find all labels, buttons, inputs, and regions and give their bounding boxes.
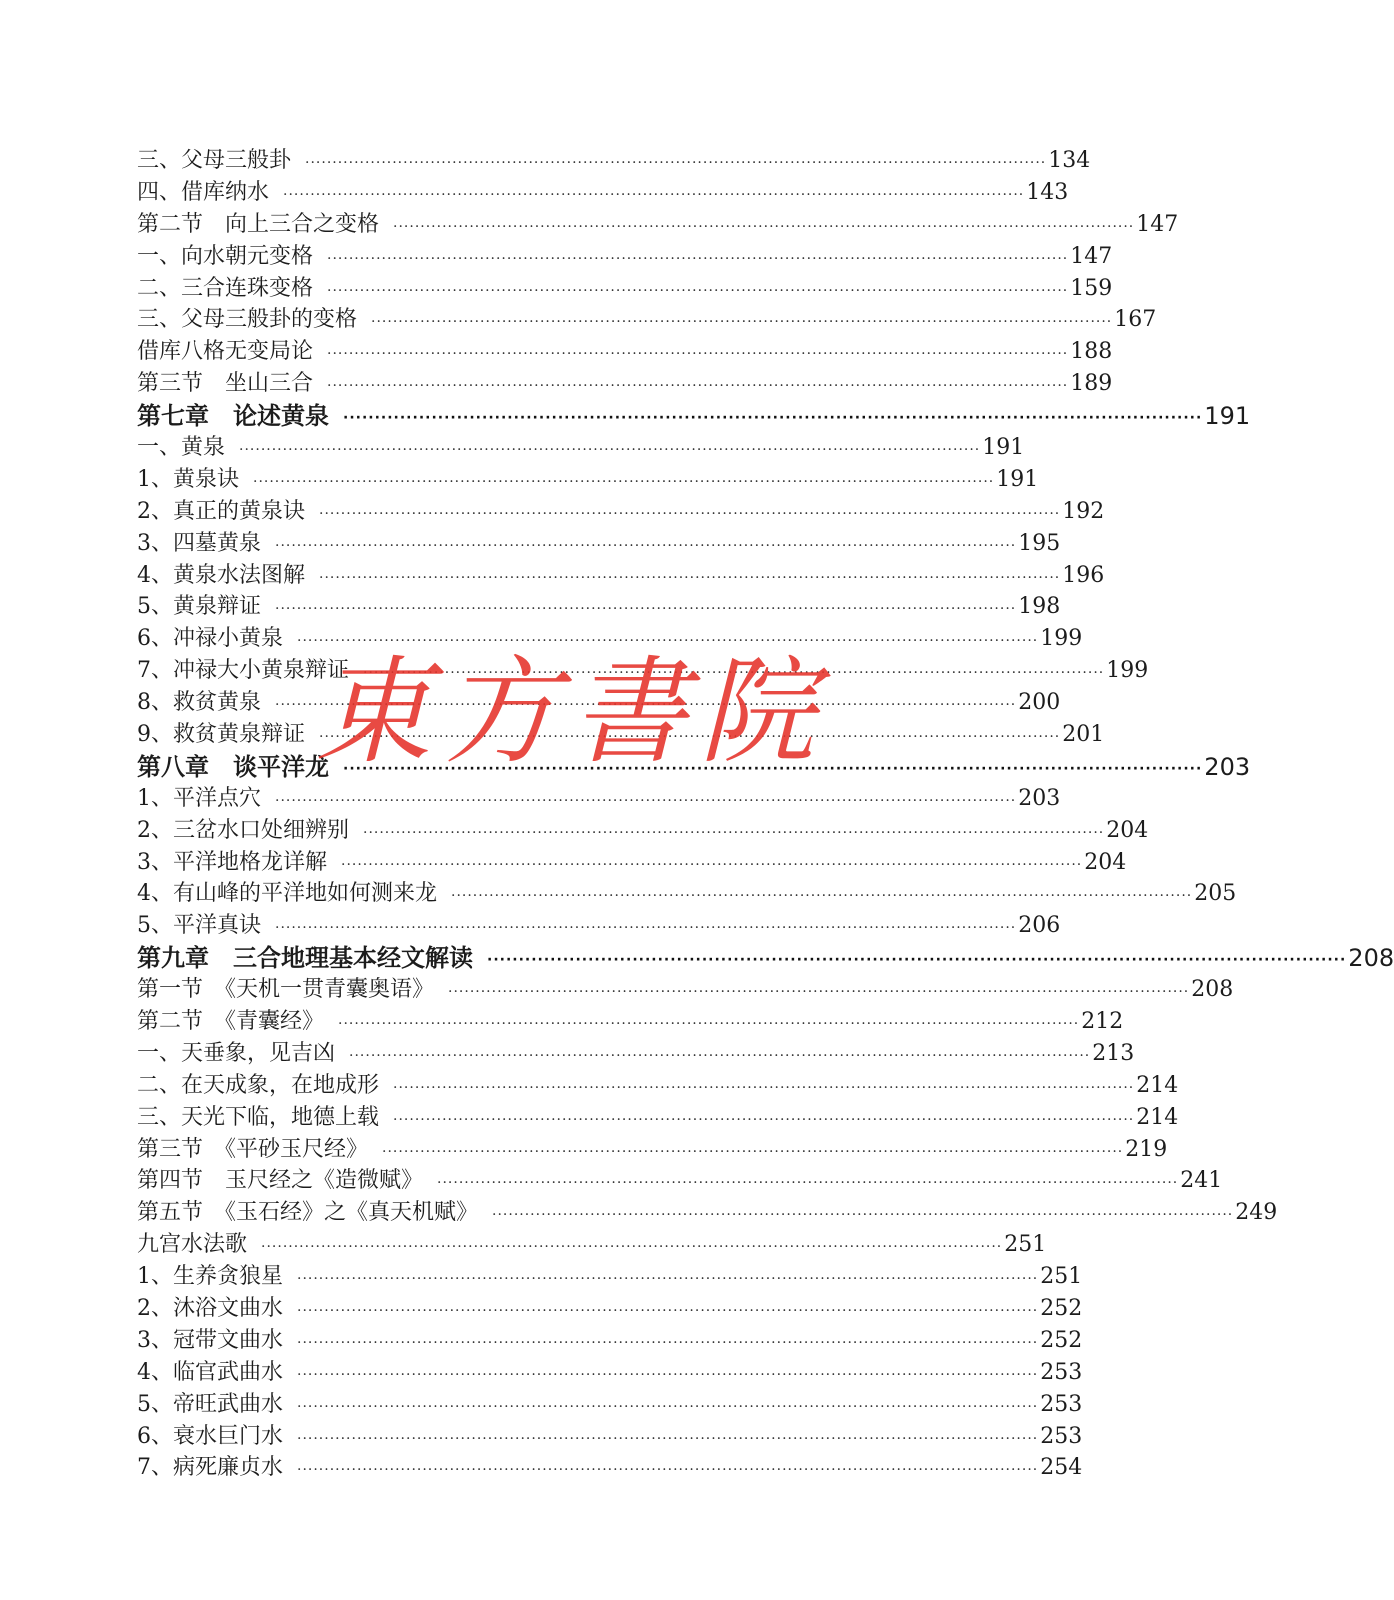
toc-page-number: 147 [1136,211,1179,237]
toc-row [137,145,1091,177]
toc-page-number: 214 [1136,1072,1179,1098]
toc-chapter-row [137,751,1251,783]
toc-entry-title: 1、平洋点穴 [137,785,261,811]
toc-row [137,177,1069,209]
dot-leader: ········································································································································ [261,1239,1003,1256]
toc-entry-title: 8、救贫黄泉 [137,690,261,716]
dot-leader: ········································································································································ [319,505,1061,522]
dot-leader: ········································································································································ [327,346,1069,363]
toc-entry-title: 4、黄泉水法图解 [137,562,305,588]
toc-entry-title: 第三节 《平砂玉尺经》 [137,1136,369,1162]
dot-leader: ········································································································································ [275,601,1017,618]
toc-entry-title: 1、黄泉诀 [137,466,239,492]
dot-leader: ········································································································································ [371,314,1113,331]
toc-row [137,1325,1083,1357]
dot-leader: ········································································································································ [492,1207,1234,1224]
toc-entry-title: 1、生养贪狼星 [137,1264,283,1290]
toc-page-number: 196 [1062,562,1105,588]
toc-entry-title: 6、衰水巨门水 [137,1423,283,1449]
dot-leader: ········································································································································ [363,824,1105,841]
toc-page-number: 195 [1018,530,1061,556]
toc-page-number: 219 [1125,1136,1168,1162]
toc-entry-title: 6、冲禄小黄泉 [137,626,283,652]
toc-page-number: 214 [1136,1104,1179,1130]
toc-entry-title: 7、冲禄大小黄泉辩证 [137,658,349,684]
dot-leader: ········································································································································ [253,473,995,490]
toc-page-number: 191 [996,466,1039,492]
toc-row [137,1038,1135,1070]
toc-entry-title: 4、有山峰的平洋地如何测来龙 [137,881,437,907]
toc-entry-title: 九宫水法歌 [137,1232,248,1258]
toc-page-number: 147 [1070,243,1113,269]
toc-entry-title: 2、真正的黄泉诀 [137,498,305,524]
toc-entry-title: 5、帝旺武曲水 [137,1391,283,1417]
dot-leader: ········································································································································ [363,665,1105,682]
toc-row [137,815,1149,847]
stamp-char: 方 [443,644,559,780]
dot-leader: ········································································································································ [319,569,1061,586]
toc-page-number: 191 [982,434,1025,460]
toc-entry-title: 三、父母三般卦的变格 [137,307,358,333]
toc-page-number: 208 [1348,944,1394,973]
toc-page-number: 134 [1048,147,1091,173]
dot-leader: ········································································································································ [393,1079,1135,1096]
toc-row [137,1006,1124,1038]
toc-page-number: 254 [1040,1455,1083,1481]
toc-row [137,878,1237,910]
toc-entry-title: 5、黄泉辩证 [137,594,261,620]
toc-entry-title: 四、借库纳水 [137,179,270,205]
toc-row [137,1421,1083,1453]
dot-leader: ········································································································································ [297,633,1039,650]
toc-row [137,847,1127,879]
toc-row [137,974,1234,1006]
toc-row [137,1229,1047,1261]
dot-leader: ········································································································································ [297,1462,1039,1479]
toc-entry-title: 3、平洋地格龙详解 [137,849,327,875]
toc-page-number: 251 [1040,1264,1083,1290]
toc-page-number: 251 [1004,1232,1047,1258]
dot-leader: ········································································································································ [239,441,981,458]
dot-leader: ········································································································································ [327,378,1069,395]
toc-entry-title: 4、临官武曲水 [137,1359,283,1385]
toc-page-number: 253 [1040,1359,1083,1385]
dot-leader: ········································································································································ [393,218,1135,235]
dot-leader: ········································································································································ [275,537,1017,554]
toc-entry-title: 第八章 谈平洋龙 [137,752,329,781]
toc-entry-title: 第五节 《玉石经》之《真天机赋》 [137,1200,479,1226]
dot-leader: ········································································································································ [448,984,1190,1001]
toc-entry-title: 第七章 论述黄泉 [137,402,329,431]
toc-entry-title: 7、病死廉贞水 [137,1455,283,1481]
toc-entry-title: 一、向水朝元变格 [137,243,314,269]
toc-page-number: 203 [1204,752,1251,781]
toc-page-number: 191 [1204,402,1251,431]
dot-leader: ········································································································································ [487,952,1347,969]
toc-page-number: 199 [1040,626,1083,652]
toc-row [137,432,1025,464]
toc-entry-title: 第二节 《青囊经》 [137,1008,325,1034]
toc-page-number: 206 [1018,913,1061,939]
toc-page-number: 192 [1062,498,1105,524]
stamp-char: 東 [315,644,431,780]
toc-row [137,623,1083,655]
toc-page-number: 252 [1040,1327,1083,1353]
toc-entry-title: 5、平洋真诀 [137,913,261,939]
dot-leader: ········································································································································ [297,1271,1039,1288]
toc-row [137,591,1061,623]
toc-page-number: 212 [1081,1008,1124,1034]
dot-leader: ········································································································································ [341,856,1083,873]
toc-row [137,1293,1083,1325]
toc-entry-title: 第四节 玉尺经之《造微赋》 [137,1168,424,1194]
toc-page-number: 203 [1018,785,1061,811]
toc-page-number: 205 [1194,881,1237,907]
table-of-contents [137,145,1394,1484]
dot-leader: ········································································································································ [393,1111,1135,1128]
toc-entry-title: 9、救贫黄泉辩证 [137,721,305,747]
toc-page-number: 204 [1084,849,1127,875]
toc-row [137,1070,1179,1102]
toc-row [137,783,1061,815]
toc-entry-title: 二、三合连珠变格 [137,275,314,301]
toc-page-number: 199 [1106,658,1149,684]
dot-leader: ········································································································································ [338,1015,1080,1032]
dot-leader: ········································································································································ [343,760,1203,777]
toc-entry-title: 第九章 三合地理基本经文解读 [137,944,473,973]
toc-row [137,368,1113,400]
toc-entry-title: 2、沐浴文曲水 [137,1296,283,1321]
dot-leader: ········································································································································ [327,250,1069,267]
toc-page-number: 201 [1062,721,1105,747]
toc-row [137,655,1149,687]
toc-row [137,910,1061,942]
dot-leader: ········································································································································ [275,697,1017,714]
toc-entry-title: 借库八格无变局论 [137,339,314,365]
toc-row [137,528,1061,560]
dot-leader: ········································································································································ [382,1143,1124,1160]
toc-entry-title: 第三节 坐山三合 [137,371,314,397]
toc-entry-title: 三、父母三般卦 [137,147,292,173]
dot-leader: ········································································································································ [275,792,1017,809]
toc-entry-title: 二、在天成象，在地成形 [137,1072,380,1098]
toc-page-number: 253 [1040,1423,1083,1449]
dot-leader: ········································································································································ [327,282,1069,299]
toc-page-number: 159 [1070,275,1113,301]
toc-row [137,1261,1083,1293]
toc-row [137,209,1179,241]
toc-row [137,687,1061,719]
toc-page-number: 249 [1235,1200,1278,1226]
dot-leader: ········································································································································ [297,1334,1039,1351]
dot-leader: ········································································································································ [297,1303,1039,1319]
toc-row [137,496,1105,528]
toc-chapter-row [137,942,1394,974]
toc-page-number: 188 [1070,339,1113,365]
dot-leader: ········································································································································ [451,888,1193,905]
toc-row [137,560,1105,592]
toc-row [137,304,1157,336]
toc-page-number: 189 [1070,371,1113,397]
dot-leader: ········································································································································ [283,186,1025,203]
toc-row [137,241,1113,273]
dot-leader: ········································································································································ [319,728,1061,745]
toc-row [137,1134,1168,1166]
toc-entry-title: 一、黄泉 [137,434,226,460]
toc-row [137,719,1105,751]
stamp-char: 院 [699,644,815,780]
stamp-char: 書 [571,644,687,780]
toc-row [137,1166,1223,1198]
toc-entry-title: 第二节 向上三合之变格 [137,211,380,237]
toc-row [137,1389,1083,1421]
dot-leader: ········································································································································ [297,1366,1039,1383]
toc-entry-title: 三、天光下临，地德上载 [137,1104,380,1130]
toc-row [137,1453,1083,1485]
dot-leader: ········································································································································ [437,1175,1179,1192]
dot-leader: ········································································································································ [349,1047,1091,1064]
toc-row [137,1102,1179,1134]
toc-page-number: 143 [1026,179,1069,205]
toc-page-number: 204 [1106,817,1149,843]
toc-page-number: 253 [1040,1391,1083,1417]
toc-page-number: 198 [1018,594,1061,620]
toc-row [137,464,1039,496]
toc-page-number: 213 [1092,1040,1135,1066]
toc-row [137,1197,1278,1229]
toc-page-number: 208 [1191,977,1234,1003]
toc-entry-title: 一、天垂象，见吉凶 [137,1040,336,1066]
dot-leader: ········································································································································ [275,920,1017,937]
dot-leader: ········································································································································ [297,1430,1039,1447]
toc-page-number: 200 [1018,690,1061,716]
toc-entry-title: 3、四墓黄泉 [137,530,261,556]
toc-row [137,336,1113,368]
dot-leader: ········································································································································ [305,154,1047,171]
toc-page-number: 241 [1180,1168,1223,1194]
toc-entry-title: 3、冠带文曲水 [137,1327,283,1353]
toc-row [137,273,1113,305]
toc-page-number: 167 [1114,307,1157,333]
toc-row [137,1357,1083,1389]
toc-entry-title: 第一节 《天机一贯青囊奥语》 [137,977,435,1003]
toc-page-number: 252 [1040,1296,1083,1321]
toc-entry-title: 2、三岔水口处细辨别 [137,817,349,843]
dot-leader: ········································································································································ [297,1398,1039,1415]
dot-leader: ········································································································································ [343,410,1203,427]
toc-chapter-row [137,400,1251,432]
